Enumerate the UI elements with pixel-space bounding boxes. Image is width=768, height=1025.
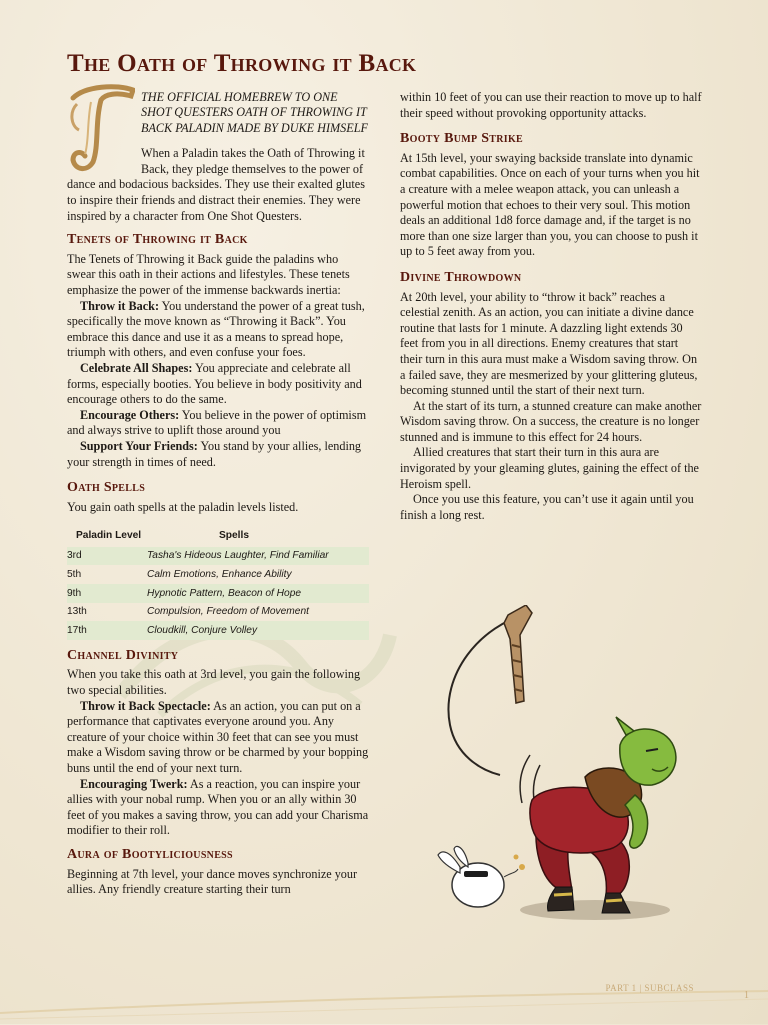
ability-encouraging-twerk: Encouraging Twerk: As a reaction, you can inspire your allies with your nobal rump. When you or an ally within 30 feet of you makes a saving throw, you can add your Charisma modifier to their roll. [67, 776, 369, 838]
table-row: 13th Compulsion, Freedom of Movement [67, 606, 309, 618]
left-column [67, 90, 369, 898]
page-number: 1 [744, 990, 749, 1001]
tenet-celebrate-all-shapes: Celebrate All Shapes: You appreciate and celebrate all forms, especially booties. You believe in body positivity and encourage others to do the same. [67, 360, 362, 407]
rabbit-critter [438, 846, 525, 907]
oath-spells-table [67, 525, 369, 640]
table-row: 9th Hypnotic Pattern, Beacon of Hope [67, 584, 369, 603]
divine-throwdown-p3: Allied creatures that start their turn in this aura are invigorated by your gleaming glutes, gaining the effect of the Heroism spell. [400, 445, 699, 491]
oath-spells-heading: Oath Spells [67, 480, 146, 496]
tenet-encourage-others: Encourage Others: You believe in the power of optimism and always strive to uplift those around you [67, 407, 367, 438]
table-row: 17th Cloudkill, Conjure Volley [67, 621, 369, 640]
table-row: 5th Calm Emotions, Enhance Ability [67, 568, 292, 580]
col-header-spells: Spells [219, 530, 250, 542]
aura-heading: Aura of Bootyliciousness [67, 846, 233, 862]
divine-throwdown-heading: Divine Throwdown [400, 269, 522, 285]
right-column [400, 90, 702, 523]
divine-throwdown-p4: Once you use this feature, you can’t use it again until you finish a long rest. [400, 492, 694, 522]
table-row: 3rd Tasha's Hideous Laughter, Find Familiar [67, 547, 369, 566]
goblin-paladin-illustration [420, 605, 700, 935]
divine-throwdown-p2: At the start of its turn, a stunned creature can make another Wisdom saving throw. On a success, the creature is no longer stunned and is immune to this effect for 24 hours. [400, 398, 702, 444]
channel-divinity-intro: When you take this oath at 3rd level, you gain the following two special abilities. [67, 667, 361, 698]
divine-throwdown-p1: At 20th level, your ability to “throw it back” reaches a celestial zenith. As an action, you can initiate a divine dance routine that lasts for 1 minute. A dazzling light extends 30 feet from you in all directions. Enemy creatures that start their turn in this aura must make a Wisdom saving throw. On a failed save, they are mesmerized by your glittering gluteus, becoming stunned until the start of their next turn. [400, 289, 698, 398]
intro-body: When a Paladin takes the Oath of Throwing it Back, they pledge themselves to the power of dance and bodacious backsides. They use their exalted glutes to inspire their friends and distract their enemies. They were inspired by a character from One Shot Questers. [67, 146, 365, 223]
aura-text-right: within 10 feet of you can use their reaction to move up to half their speed without provoking opportunity attacks. [400, 90, 702, 120]
thrown-club-icon [504, 605, 532, 703]
booty-bump-text: At 15th level, your swaying backside translate into dynamic combat capabilities. Once on each of your turns when you hit a creature with a melee weapon attack, you can unleash a powerful motion that echoes to their very soul. This motion deals an additional 1d8 force damage and, if the target is no more than one size larger than you, you can choose to push it up to 5 feet away from you. [400, 150, 700, 259]
page-title: The Oath of Throwing it Back [67, 50, 417, 77]
intro-heading: THE OFFICIAL HOMEBREW TO ONE SHOT QUESTERS OATH OF THROWING IT BACK PALADIN MADE BY DUKE HIMSELF [141, 90, 368, 135]
col-header-level: Paladin Level [76, 530, 142, 542]
booty-bump-heading: Booty Bump Strike [400, 131, 524, 147]
goblin-character [530, 717, 676, 913]
tenets-heading: Tenets of Throwing it Back [67, 232, 248, 248]
tenets-intro: The Tenets of Throwing it Back guide the paladins who swear this oath in their actions and lifestyles. These tenets emphasize the power of the immense backwards inertia: [67, 251, 350, 297]
ability-throw-it-back-spectacle: Throw it Back Spectacle: As an action, you can put on a performance that captivates everyone around you. Any creature of your choice within 30 feet that can see you must make a Wisdom saving throw or be charmed by your bopping buns until the end of your next turn. [67, 698, 369, 775]
tenet-support-your-friends: Support Your Friends: You stand by your allies, lending your strength in times of need. [67, 438, 362, 469]
channel-divinity-heading: Channel Divinity [67, 647, 179, 663]
intro-section [67, 90, 369, 224]
footer-label: PART 1 | SUBCLASS [605, 983, 694, 993]
tenet-throw-it-back: Throw it Back: You understand the power of a great tush, specifically the move known as “Throwing it Back”. You embrace this dance and use it as a means to spread hope, triumph with others, and even confuse your foes. [67, 298, 365, 360]
aura-text-left: Beginning at 7th level, your dance moves synchronize your allies. Any friendly creature starting their turn [67, 866, 358, 897]
dropcap-t [65, 82, 135, 174]
oath-spells-intro: You gain oath spells at the paladin levels listed. [67, 499, 299, 514]
